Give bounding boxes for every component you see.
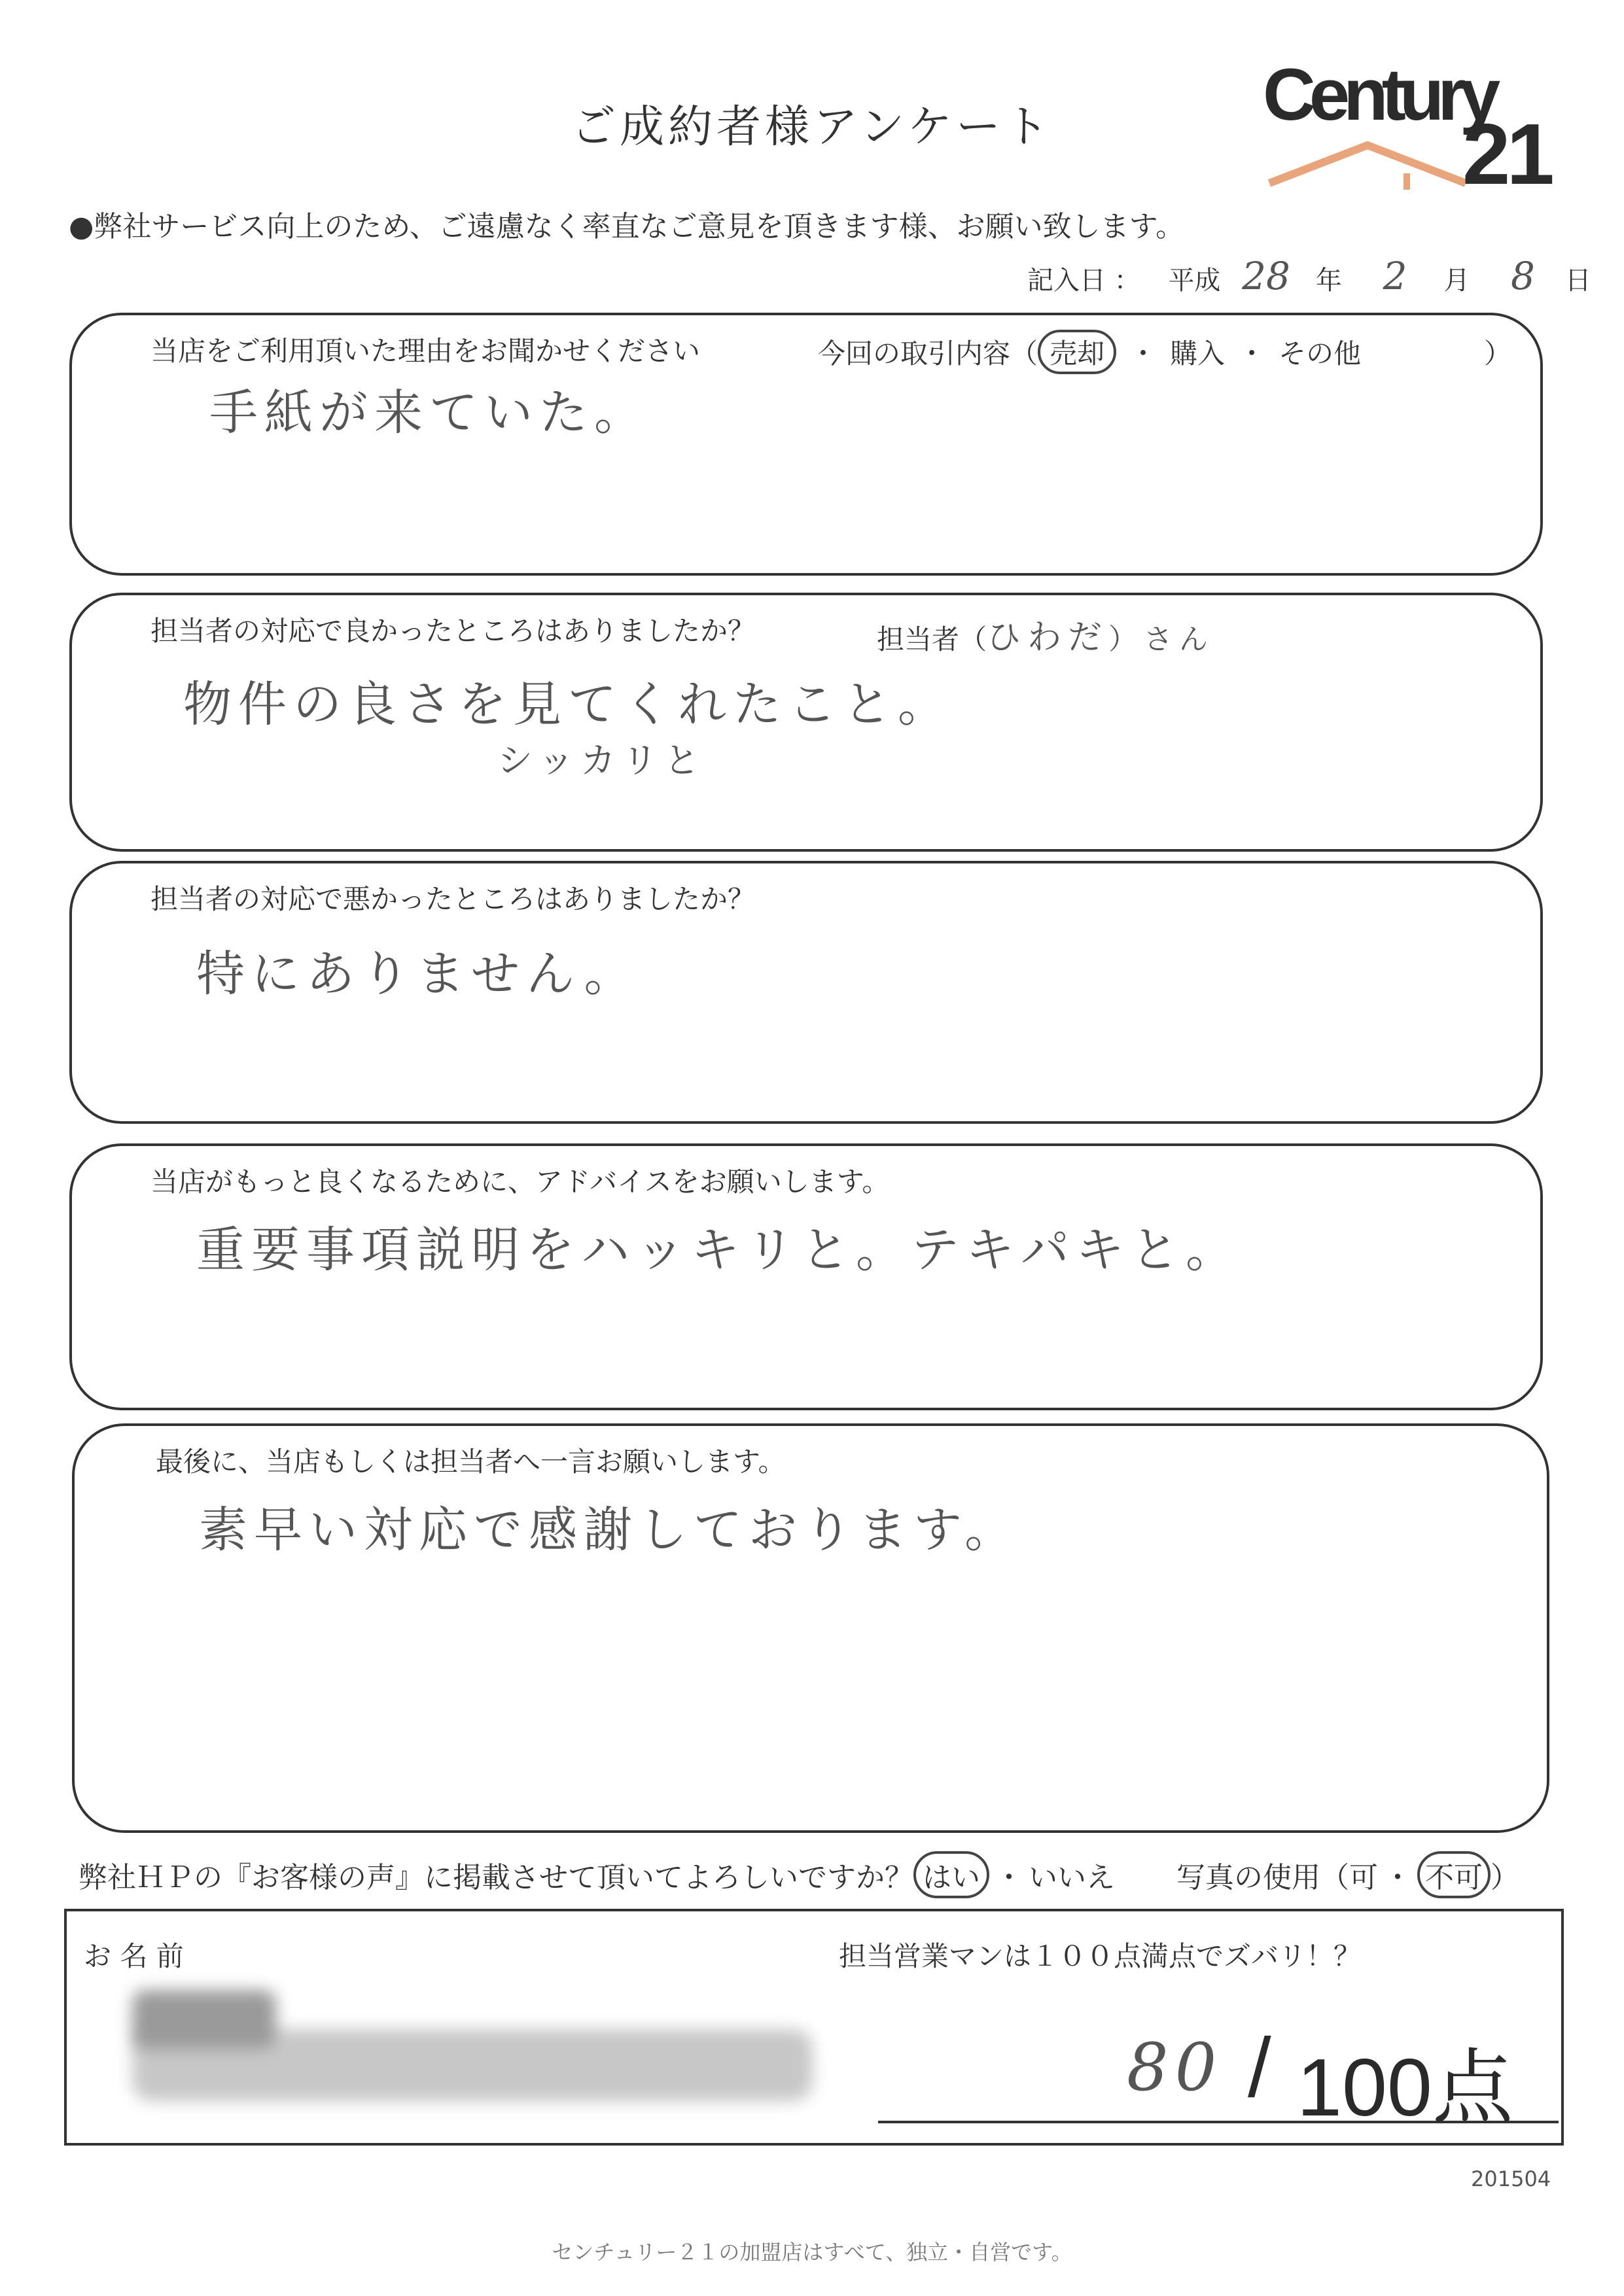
date-day[interactable]: 8 <box>1511 254 1535 298</box>
publish-question: 弊社ＨＰの『お客様の声』に掲載させて頂いてよろしいですか？ <box>79 1861 913 1894</box>
publish-separator: ・ <box>995 1861 1023 1894</box>
transaction-label: 今回の取引内容（ <box>818 338 1038 370</box>
date-day-unit: 日 <box>1564 266 1591 296</box>
staff-group <box>877 610 1214 659</box>
form-code: 201504 <box>1471 2166 1551 2191</box>
date-year-unit: 年 <box>1315 266 1342 296</box>
question-box-message <box>72 1423 1549 1833</box>
staff-label: 担当者（ <box>877 623 987 655</box>
photo-no[interactable]: 不可 <box>1417 1851 1491 1898</box>
score-line <box>878 2021 1559 2133</box>
answer-message[interactable]: 素早い対応で感謝しております。 <box>199 1502 1020 1558</box>
photo-label: 写真の使用（ <box>1176 1861 1349 1894</box>
logo-roof-icon <box>1263 137 1479 190</box>
date-month[interactable]: 2 <box>1383 254 1407 298</box>
question-good: 担当者の対応で良かったところはありましたか？ <box>150 615 756 647</box>
century21-logo <box>1263 52 1551 202</box>
answer-reason[interactable]: 手紙が来ていた。 <box>209 385 649 441</box>
question-box-bad <box>69 861 1543 1124</box>
survey-title: ご成約者様アンケート <box>571 101 1053 153</box>
logo-wordmark: Century <box>1263 54 1494 135</box>
date-line <box>1027 254 1591 298</box>
logo-number: 21 <box>1462 106 1551 202</box>
transaction-close-paren: ） <box>1484 338 1512 370</box>
publish-yes[interactable]: はい <box>913 1851 989 1898</box>
answer-bad[interactable]: 特にありません。 <box>196 946 639 1002</box>
date-colon: ： <box>1114 266 1140 296</box>
date-year[interactable]: 28 <box>1242 254 1290 298</box>
question-box-reason <box>69 313 1543 576</box>
name-score-box <box>64 1909 1564 2146</box>
score-value[interactable]: 80 <box>1127 2029 1224 2106</box>
score-question: 担当営業マンは１００点満点でズバリ！？ <box>839 1940 1362 1972</box>
answer-advice[interactable]: 重要事項説明をハッキリと。テキパキと。 <box>196 1222 1241 1278</box>
photo-separator: ・ <box>1383 1861 1412 1894</box>
option-buy[interactable]: 購入 <box>1170 338 1226 370</box>
answer-good[interactable]: 物件の良さを見てくれたこと。 <box>183 676 953 733</box>
answer-good-insert[interactable]: シッカリと <box>497 740 706 781</box>
option-other[interactable]: その他 <box>1279 338 1362 370</box>
option-separator: ・ <box>1238 338 1266 370</box>
redacted-name-extension <box>132 2029 813 2101</box>
question-advice: 当店がもっと良くなるために、アドバイスをお願いします。 <box>150 1166 890 1198</box>
staff-suffix: ）さん <box>1108 623 1215 656</box>
date-era: 平成 <box>1168 266 1221 296</box>
photo-close-paren: ） <box>1491 1861 1519 1894</box>
date-label: 記入日 <box>1027 266 1106 296</box>
question-box-advice <box>69 1143 1543 1410</box>
intro-text: ●弊社サービス向上のため、ご遠慮なく率直なご意見を頂きます様、お願い致します。 <box>69 210 1185 243</box>
transaction-type-group <box>818 330 1511 374</box>
staff-name[interactable]: ひわだ <box>987 618 1109 657</box>
question-message: 最後に、当店もしくは担当者へ一言お願いします。 <box>156 1446 786 1478</box>
question-bad: 担当者の対応で悪かったところはありましたか？ <box>150 883 756 915</box>
option-sell[interactable]: 売却 <box>1038 330 1116 374</box>
publish-consent-row <box>79 1851 1519 1898</box>
option-separator: ・ <box>1129 338 1157 370</box>
score-slash: / <box>1248 2021 1271 2115</box>
footer-note: センチュリー２１の加盟店はすべて、独立・自営です。 <box>552 2240 1072 2265</box>
publish-no[interactable]: いいえ <box>1029 1861 1115 1894</box>
name-label: お 名 前 <box>84 1940 184 1972</box>
score-max: 100点 <box>1297 2043 1513 2133</box>
date-month-unit: 月 <box>1443 266 1470 296</box>
question-reason: 当店をご利用頂いた理由をお聞かせください <box>150 335 701 367</box>
question-box-good <box>69 593 1543 852</box>
photo-yes[interactable]: 可 <box>1349 1861 1378 1894</box>
